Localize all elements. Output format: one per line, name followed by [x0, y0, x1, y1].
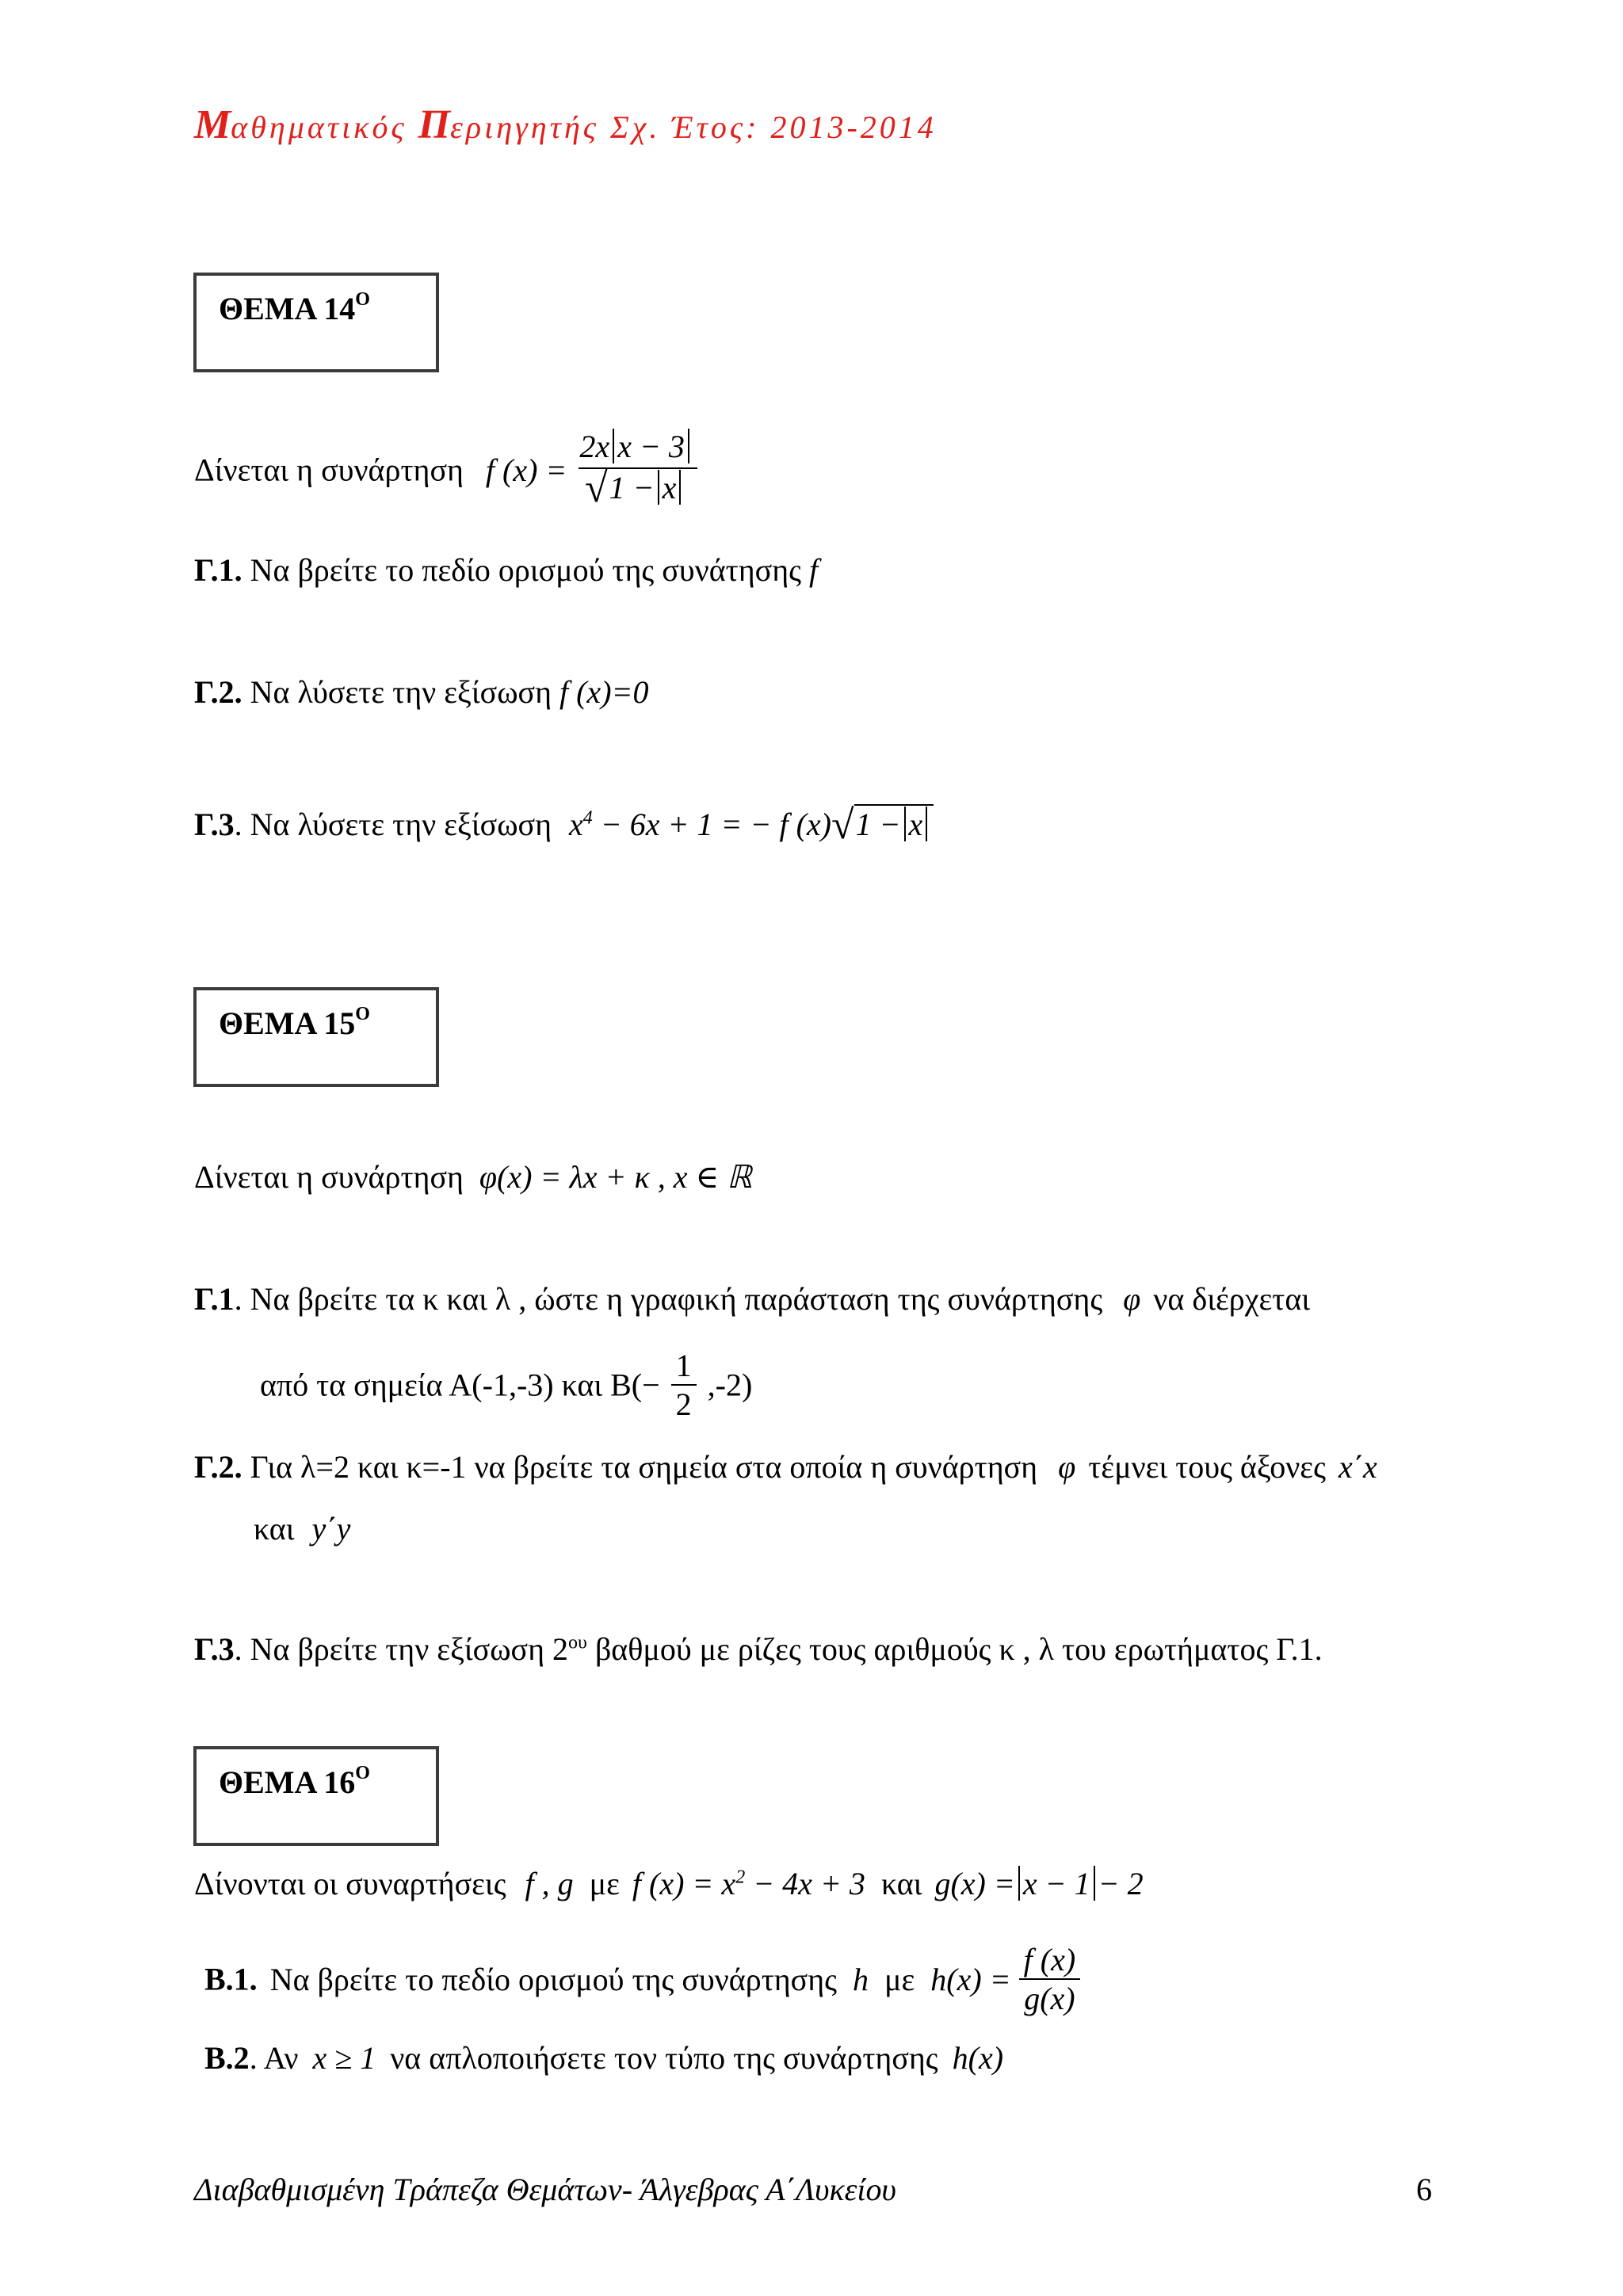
t14-function-definition: [194, 428, 697, 512]
t14-fraction: 2x x − 3 √1 − x: [575, 428, 697, 512]
header-word-2: εριηγητής Σχ. Έτος: 2013-2014: [450, 109, 937, 145]
running-footer: Διαβαθμισμένη Τράπεζα Θεμάτων- Άλγεβρας Α΄Λυκείου: [194, 2172, 896, 2207]
t16-fraction-h: $\frac{f (x)}{g(x)}$: [1019, 1941, 1081, 2017]
t14-fraction-bar: [579, 467, 697, 469]
theme-15-box: [193, 987, 439, 1087]
t15-question-g2-line2: και y΄y: [254, 1511, 351, 1547]
theme-15-title: ΘΕΜΑ $15^O$: [219, 1003, 370, 1041]
t15-question-g3: Γ.3. Να βρείτε την εξίσωση $2^{o\upsilon}$ βαθμού με ρίζες τους αριθμούς κ , λ του ερωτήματος Γ.1.: [194, 1631, 1323, 1667]
t14-intro: Δίνεται η συνάρτηση: [194, 452, 464, 488]
header-initial-p: Π: [418, 102, 451, 147]
theme-16-title: ΘΕΜΑ $16^O$: [219, 1762, 370, 1800]
t15-fraction-half: $\frac{1}{2}$: [671, 1347, 697, 1423]
t14-question-g1: Γ.1. Να βρείτε το πεδίο ορισμού της συνάτησης f: [194, 552, 819, 588]
t15-question-g1-points: από τα σημεία Α(-1,-3) και Β(− $\frac{1}{2}$ ,-2): [260, 1348, 753, 1422]
theme-16-box: [193, 1746, 439, 1846]
t14-question-g2: Γ.2. Να λύσετε την εξίσωση f (x)=0: [194, 674, 649, 710]
running-header: [194, 101, 937, 148]
page-number: 6: [1416, 2172, 1432, 2207]
t14-func-lhs: f (x) =: [485, 452, 567, 488]
t16-question-b2: Β.2. Αν x ≥ 1 να απλοποιήσετε τον τύπο της συνάρτησης h(x): [204, 2040, 1004, 2076]
header-initial-m: Μ: [194, 102, 231, 147]
t14-question-g3: Γ.3. Να λύσετε την εξίσωση $x^4 - 6x + 1$ = − f (x)√1 − x: [194, 802, 934, 849]
t15-question-g2: Γ.2. Για λ=2 και κ=-1 να βρείτε τα σημεία στα οποία η συνάρτηση φ τέμνει τους άξονες x΄x: [194, 1449, 1377, 1485]
t15-question-g1: Γ.1. Να βρείτε τα κ και λ , ώστε η γραφική παράσταση της συνάρτησης φ να διέρχεται: [194, 1281, 1311, 1317]
theme-14-box: [193, 273, 439, 372]
t16-question-b1: Β.1. Να βρείτε το πεδίο ορισμού της συνάρτησης h με h(x) = $\frac{f (x)}{g(x)}$: [204, 1941, 1080, 2017]
t15-function-definition: Δίνεται η συνάρτηση φ(x) = λx + κ , x ∈ ℝ: [194, 1159, 752, 1195]
theme-14-title: ΘΕΜΑ $14^O$: [219, 288, 370, 326]
t16-functions-definition: Δίνονται οι συναρτήσεις f , g με f $(x) = x^2 - 4x + 3$ και g(x) = x − 1 − 2: [194, 1866, 1144, 1901]
header-word-1: αθηματικός: [231, 109, 407, 145]
